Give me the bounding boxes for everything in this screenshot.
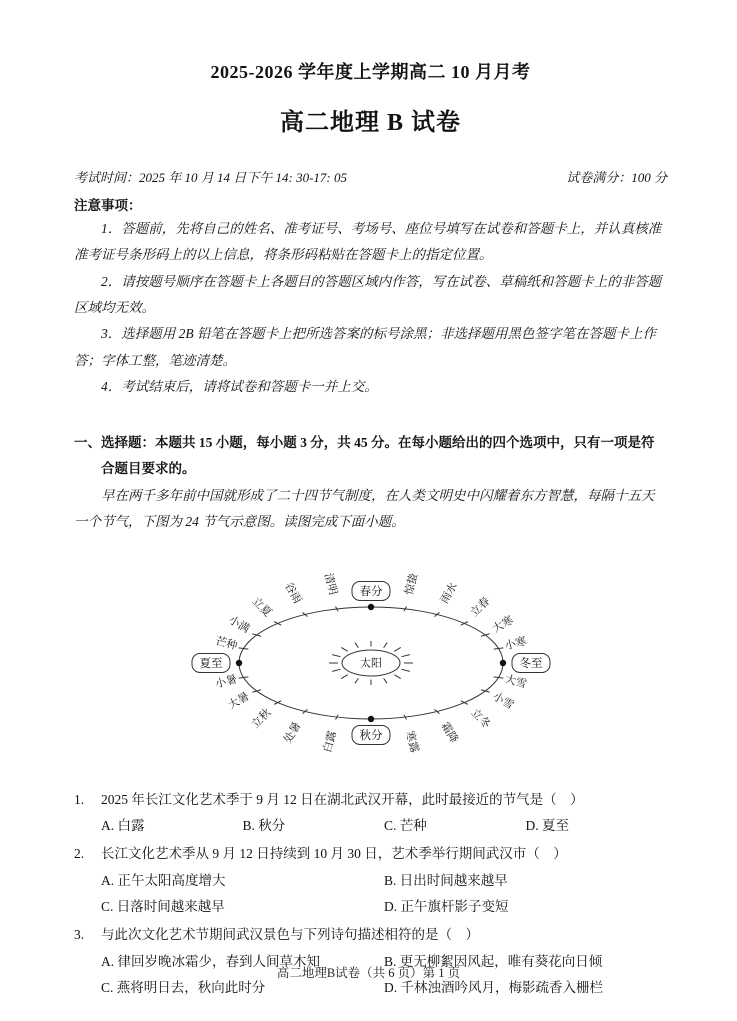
svg-text:清明: 清明 [321,571,339,597]
answer-option: A. 律回岁晚冰霜少，春到人间草木知 [101,953,320,969]
svg-text:立夏: 立夏 [249,595,274,620]
exam-time: 考试时间：2025 年 10 月 14 日下午 14: 30-17: 05 [74,170,347,185]
answer-option: B. 更无柳絮因风起，唯有葵花向日倾 [384,953,603,969]
svg-text:小寒: 小寒 [503,634,528,653]
svg-text:立冬: 立冬 [467,706,492,731]
answer-option: A. 白露 [101,818,145,834]
question-number: 3. [74,927,85,943]
svg-text:大暑: 大暑 [225,690,251,712]
svg-text:雨水: 雨水 [438,580,460,606]
question-head [74,841,667,867]
question-text: 与此次文化艺术节期间武汉景色与下列诗句描述相符的是（ ） [101,927,479,943]
paper-title: 高二地理 B 试卷 [279,110,461,136]
sun-label: 太阳 [359,657,382,670]
svg-text:处暑: 处暑 [281,719,303,746]
answer-option: C. 芒种 [384,818,427,834]
answer-option: B. 日出时间越来越早 [384,872,508,888]
answer-option: D. 千林浊酒吟风月，梅影疏香入栅栏 [384,979,603,995]
notice-item: 3．选择题用 2B 铅笔在答题卡上把所选答案的标号涂黑；非选择题用黑色签字笔在答题卡上作答；字体工整，笔迹清楚。 [74,326,656,368]
svg-text:芒种: 芒种 [213,634,238,653]
notice-item: 2．请按题号顺序在答题卡上各题目的答题区域内作答，写在试卷、草稿纸和答题卡上的非答题区域均无效。 [74,273,662,315]
svg-text:白露: 白露 [321,729,339,754]
svg-text:立春: 立春 [467,595,492,620]
page-footer: 高二地理B试卷（共 6 页）第 1 页 [276,966,461,980]
svg-text:大雪: 大雪 [503,673,528,691]
question-text: 2025 年长江文化艺术季于 9 月 12 日在湖北武汉开幕，此时最接近的节气是（ ） [101,791,584,807]
options-row [74,868,667,921]
section-heading: 一、选择题：本题共 15 小题，每小题 3 分，共 45 分。在每小题给出的四个选项中，只有一项是符合题目要求的。 [74,435,655,476]
question-number: 2. [74,846,85,862]
section-intro: 早在两千多年前中国就形成了二十四节气制度，在人类文明史中闪耀着东方智慧，每隔十五天一个节气，下图为 24 节气示意图。读图完成下面小题。 [74,488,655,530]
svg-text:惊蛰: 惊蛰 [402,571,420,597]
solar-terms-diagram [74,543,667,783]
question [74,841,667,920]
notice-list [74,216,667,400]
notice-heading: 注意事项： [74,198,142,213]
answer-option: C. 日落时间越来越早 [101,899,225,914]
question-head [74,787,667,813]
exam-info-row [74,167,667,186]
svg-text:大寒: 大寒 [490,613,516,636]
svg-text:小满: 小满 [225,613,251,636]
svg-text:谷雨: 谷雨 [281,580,303,606]
full-score: 试卷满分：100 分 [566,170,667,185]
svg-text:春分: 春分 [359,585,382,598]
question-head [74,922,667,948]
svg-text:冬至: 冬至 [519,657,542,670]
svg-text:夏至: 夏至 [199,657,222,670]
exam-session-title: 2025-2026 学年度上学期高二 10 月月考 [210,62,531,82]
svg-text:霜降: 霜降 [438,719,460,746]
notice-item: 1．答题前，先将自己的姓名、准考证号、考场号、座位号填写在试卷和答题卡上，并认真核准准考证号条形码上的以上信息，将条形码粘贴在答题卡上的指定位置。 [74,221,662,263]
answer-option: A. 正午太阳高度增大 [101,872,226,888]
solar-terms-svg [111,543,631,783]
answer-option: D. 正午旗杆影子变短 [384,899,509,914]
answer-option: B. 秋分 [242,818,286,834]
question-number: 1. [74,791,85,807]
svg-text:小暑: 小暑 [213,673,238,691]
svg-text:秋分: 秋分 [359,729,382,742]
svg-text:小雪: 小雪 [490,690,516,712]
svg-text:立秋: 立秋 [249,706,274,731]
options-row [74,813,667,839]
svg-text:寒露: 寒露 [402,729,420,754]
question-text: 长江文化艺术季从 9 月 12 日持续到 10 月 30 日，艺术季举行期间武汉市（ ） [101,846,567,862]
question [74,922,667,1001]
question [74,787,667,840]
answer-option: C. 燕将明日去，秋向此时分 [101,979,266,995]
notice-item: 4．考试结束后，请将试卷和答题卡一并上交。 [101,378,378,394]
answer-option: D. 夏至 [525,818,569,834]
